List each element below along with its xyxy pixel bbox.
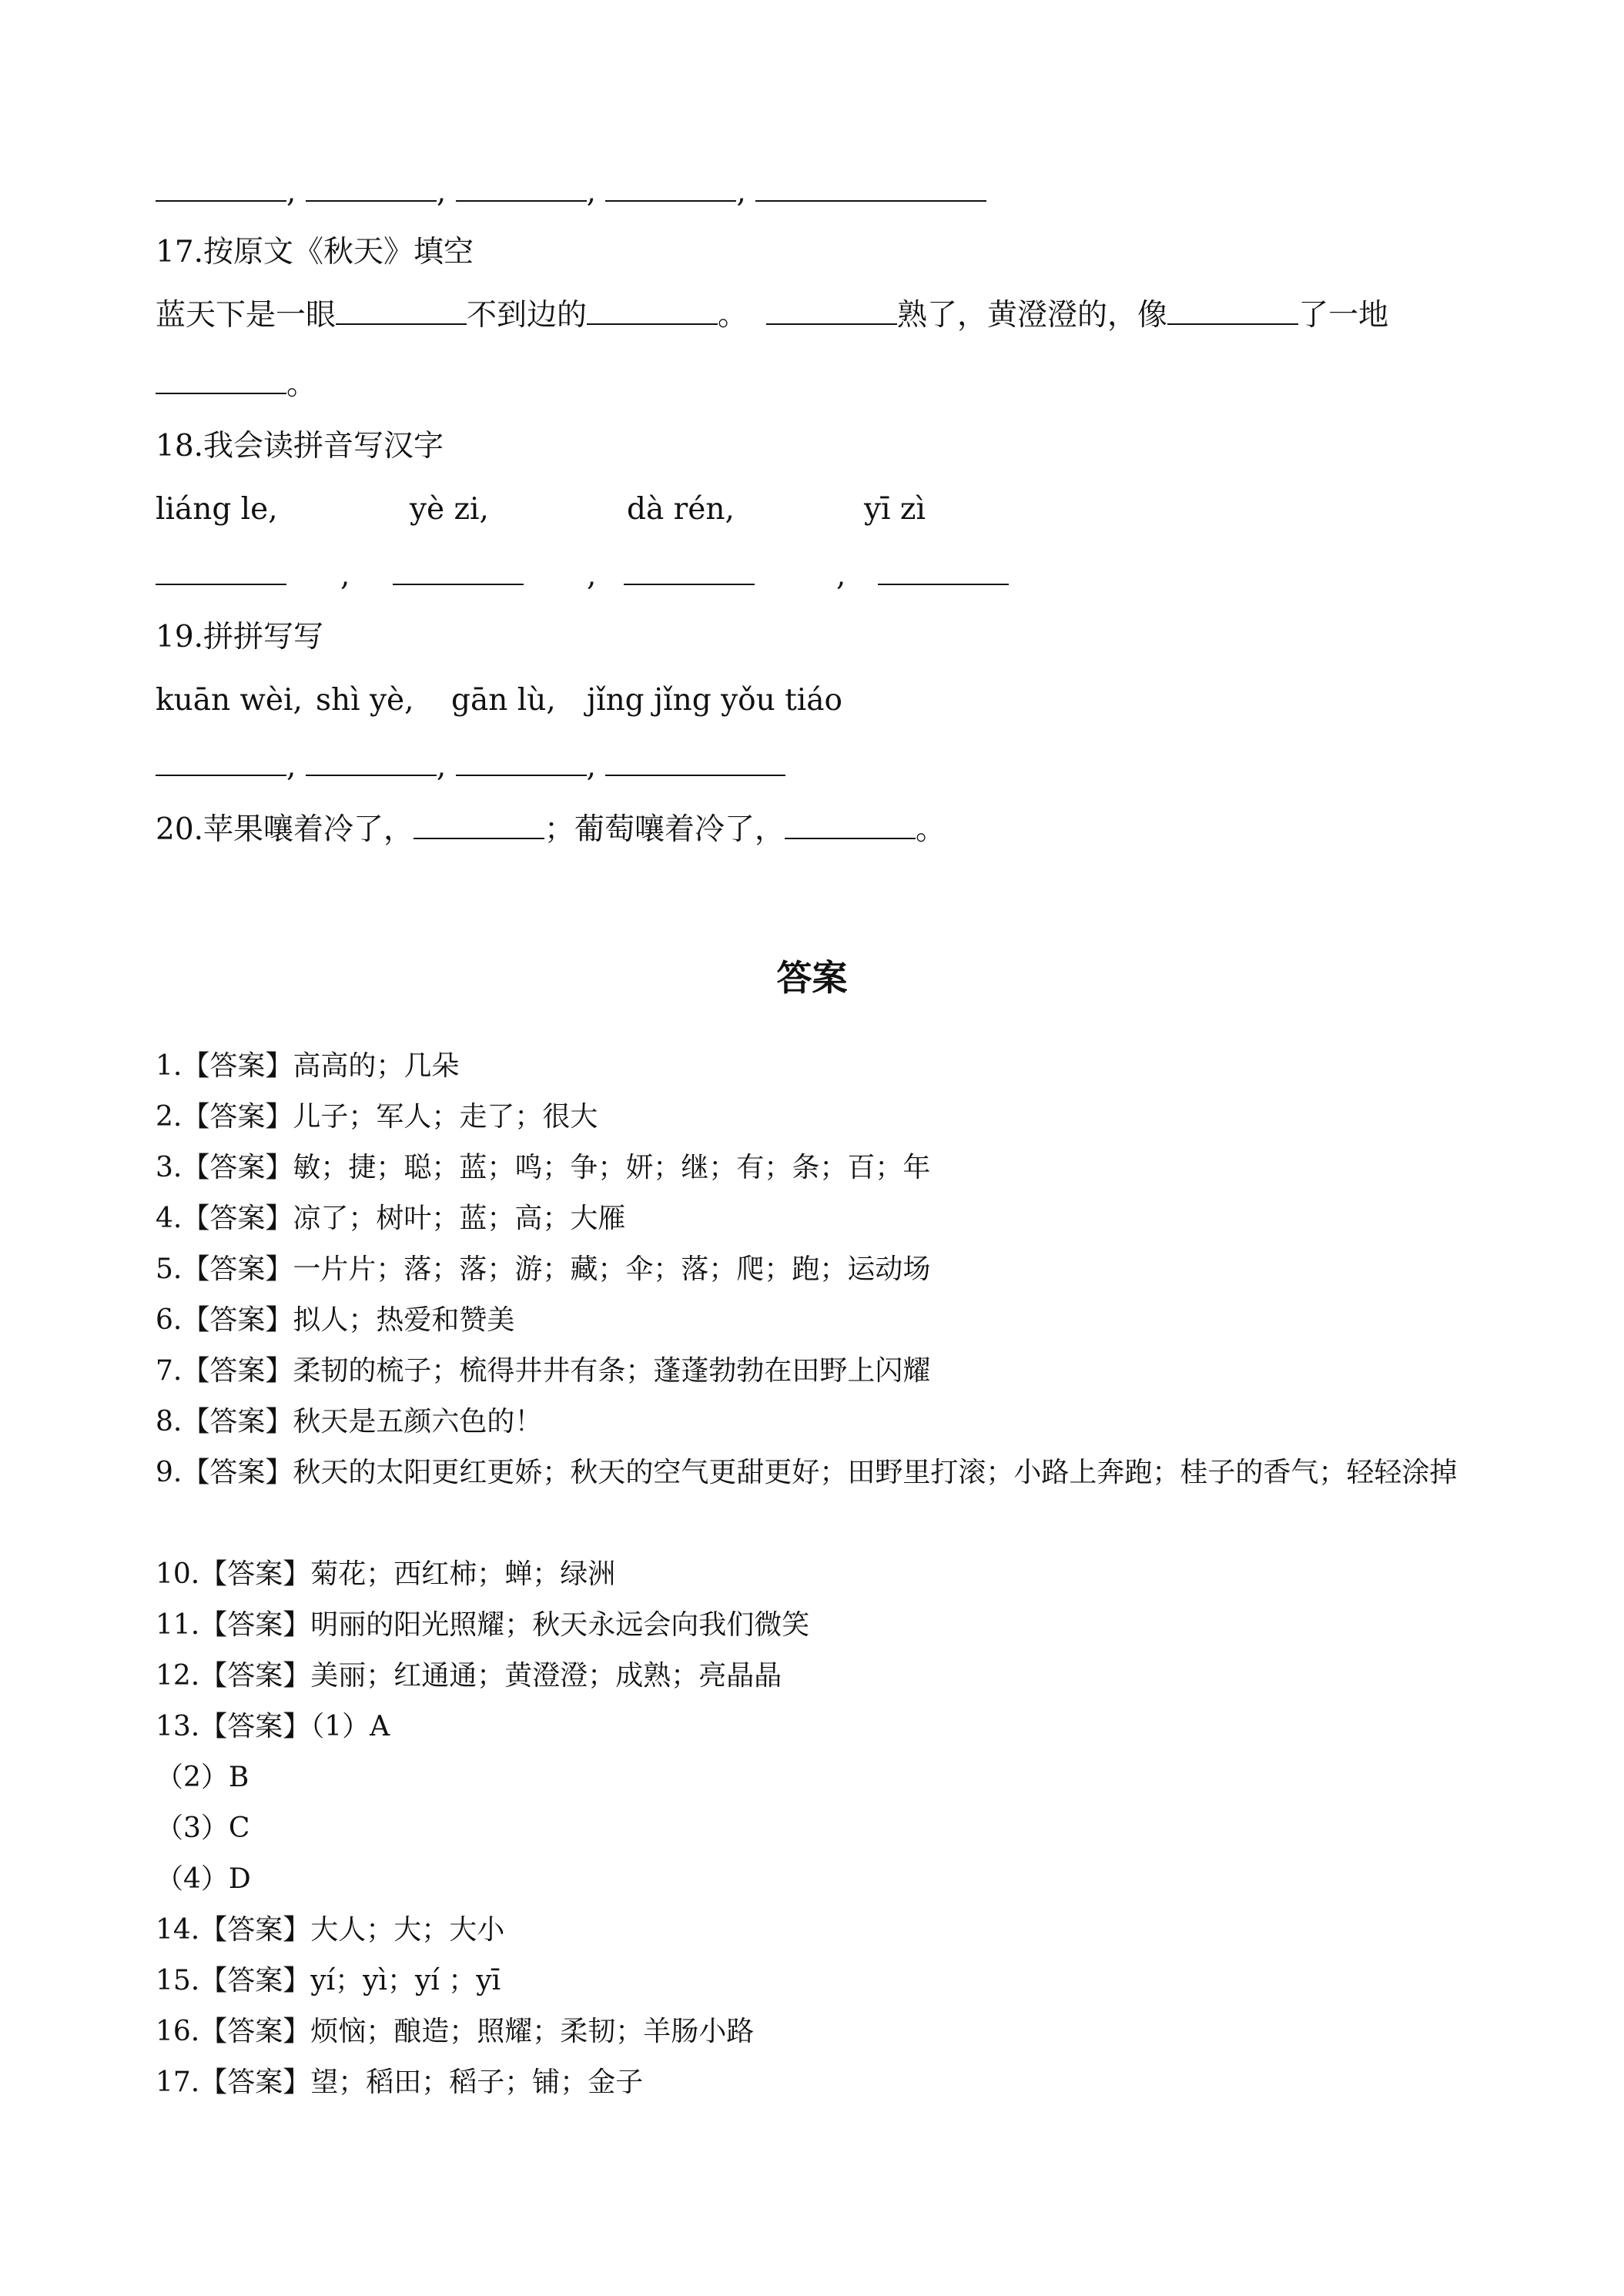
answer-item: （2）B <box>156 1762 249 1793</box>
separator: , <box>436 749 447 784</box>
answer-item: 9.【答案】秋天的太阳更红更娇；秋天的空气更甜更好；田野里打滚；小路上奔跑；桂子的香气；轻轻涂掉 <box>156 1457 1458 1488</box>
pinyin-item: liáng le, <box>156 492 278 527</box>
answer-blank[interactable] <box>336 296 467 325</box>
answer-blank[interactable] <box>156 172 286 202</box>
answer-blank[interactable] <box>456 172 587 202</box>
answer-blank[interactable] <box>755 172 986 202</box>
pinyin-item: gān lù, <box>451 683 556 718</box>
answer-blank[interactable] <box>624 556 755 585</box>
answer-blank[interactable] <box>456 747 587 776</box>
separator: , <box>436 175 447 209</box>
answer-blank[interactable] <box>605 172 736 202</box>
answer-blank[interactable] <box>605 747 785 776</box>
pinyin-item: kuān wèi, <box>156 683 303 718</box>
answer-item: 15.【答案】yí；yì；yí ；yī <box>156 1965 501 1996</box>
separator: , <box>736 175 746 209</box>
q17-text-4: 熟了，黄澄澄的，像 <box>897 298 1168 333</box>
answer-item: （3）C <box>156 1812 250 1844</box>
pinyin-item: yè zi, <box>410 492 489 527</box>
q17-text-1: 蓝天下是一眼 <box>156 298 337 333</box>
answer-item: 10.【答案】菊花；西红柿；蝉；绿洲 <box>156 1558 616 1590</box>
question-20 <box>156 810 1516 850</box>
q16-blanks-line <box>156 172 1516 213</box>
answer-blank[interactable] <box>156 747 286 776</box>
answer-blank[interactable] <box>156 556 286 585</box>
pinyin-item: dà rén, <box>627 492 735 527</box>
answer-item: 8.【答案】秋天是五颜六色的！ <box>156 1406 543 1438</box>
answer-item: 1.【答案】高高的；几朵 <box>156 1050 460 1082</box>
q17-text-3: 。 <box>718 298 748 333</box>
question-17-title: 17.按原文《秋天》填空 <box>156 235 474 269</box>
answer-blank[interactable] <box>587 296 718 325</box>
q20-text-3: 。 <box>916 812 946 847</box>
pinyin-item: jǐng jǐng yǒu tiáo <box>587 683 842 718</box>
answer-blank[interactable] <box>156 365 286 394</box>
separator: , <box>587 558 597 593</box>
q20-text-2: ；葡萄嚷着冷了， <box>544 812 785 847</box>
answer-blank[interactable] <box>766 296 897 325</box>
answer-item: （4）D <box>156 1863 251 1895</box>
answer-blank[interactable] <box>393 556 524 585</box>
answers-heading: 答案 <box>776 957 848 999</box>
answer-item: 2.【答案】儿子；军人；走了；很大 <box>156 1101 598 1133</box>
answer-blank[interactable] <box>414 810 544 839</box>
separator: , <box>836 558 846 593</box>
answer-blank[interactable] <box>1167 296 1298 325</box>
answer-item: 14.【答案】大人；大；大小 <box>156 1914 505 1946</box>
answer-item: 17.【答案】望；稻田；稻子；铺；金子 <box>156 2067 644 2098</box>
separator: , <box>586 749 597 784</box>
answer-blank[interactable] <box>306 747 437 776</box>
answer-item: 13.【答案】（1）A <box>156 1711 390 1742</box>
question-18-title: 18.我会读拼音写汉字 <box>156 429 444 464</box>
answer-item: 16.【答案】烦恼；酿造；照耀；柔韧；羊肠小路 <box>156 2016 755 2047</box>
separator: , <box>286 749 296 784</box>
q17-text-5: 了一地 <box>1298 298 1389 333</box>
answer-blank[interactable] <box>785 810 916 839</box>
answer-item: 3.【答案】敏；捷；聪；蓝；鸣；争；妍；继；有；条；百；年 <box>156 1152 931 1183</box>
separator: , <box>586 175 597 209</box>
q20-text-1: 20.苹果嚷着冷了， <box>156 812 414 847</box>
answer-blank[interactable] <box>878 556 1009 585</box>
answer-blank[interactable] <box>306 172 437 202</box>
separator: , <box>286 175 296 209</box>
q17-text-2: 不到边的 <box>467 298 588 333</box>
question-19-title: 19.拼拼写写 <box>156 620 324 654</box>
pinyin-item: yī zì <box>864 492 926 527</box>
question-17-body-cont <box>156 365 1516 405</box>
answer-item: 11.【答案】明丽的阳光照耀；秋天永远会向我们微笑 <box>156 1609 810 1641</box>
q17-text-6: 。 <box>286 367 317 402</box>
answer-item: 5.【答案】一片片；落；落；游；藏；伞；落；爬；跑；运动场 <box>156 1253 931 1285</box>
question-17-body <box>156 296 1516 336</box>
answer-item: 12.【答案】美丽；红通通；黄澄澄；成熟；亮晶晶 <box>156 1660 782 1692</box>
pinyin-item: shì yè, <box>316 683 414 718</box>
answer-item: 7.【答案】柔韧的梳子；梳得井井有条；蓬蓬勃勃在田野上闪耀 <box>156 1355 931 1387</box>
separator: , <box>340 558 350 593</box>
answer-item: 6.【答案】拟人；热爱和赞美 <box>156 1304 515 1336</box>
answer-item: 4.【答案】凉了；树叶；蓝；高；大雁 <box>156 1203 626 1234</box>
question-19-blanks <box>156 747 1516 787</box>
